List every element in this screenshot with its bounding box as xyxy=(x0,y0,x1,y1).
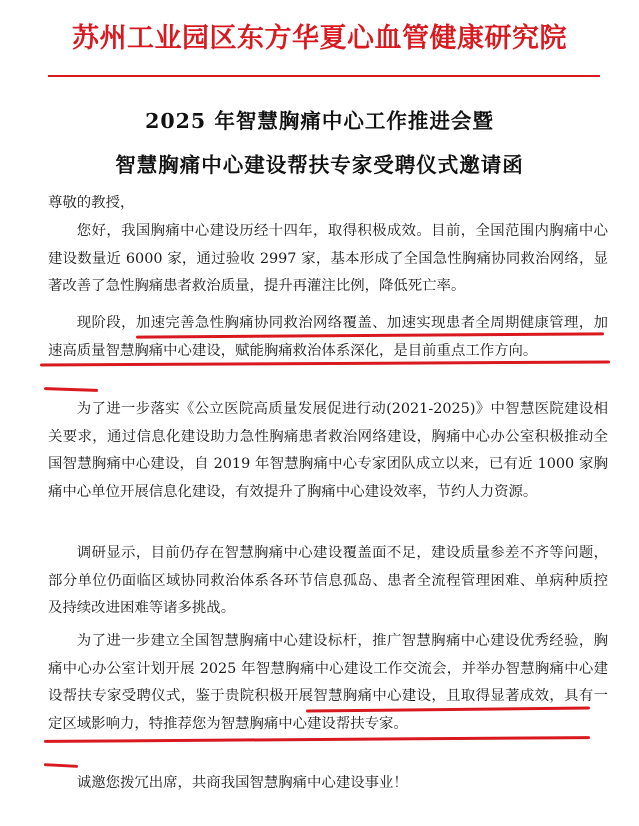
header-divider xyxy=(48,75,600,77)
underline-mark-p2-line3 xyxy=(44,387,98,392)
paragraph-2-highlight: 加速完善急性胸痛协同救治网络覆盖、加速实现患者全周期健康管理，加速高质量智慧胸痛中心建设，赋能胸痛救治体系深化，是目前重点工作方向。 xyxy=(48,315,608,359)
document-title-line-1: 2025 年智慧胸痛中心工作推进会暨 xyxy=(145,109,494,133)
salutation: 尊敬的教授， xyxy=(48,195,135,211)
document-title-line-2: 智慧胸痛中心建设帮扶专家受聘仪式邀请函 xyxy=(115,153,524,177)
paragraph-5-highlight: 鉴于贵院积极开展智慧胸痛中心建设，且取得显著成效，具有一定区域影响力，特推荐您为智慧胸痛中心建设帮扶专家。 xyxy=(48,688,608,732)
paragraph-3: 为了进一步落实《公立医院高质量发展促进行动(2021-2025)》中智慧医院建设相关要求，通过信息化建设助力急性胸痛患者救治网络建设，胸痛中心办公室积极推动全国智慧胸痛中心建设，自 2019 年智慧胸痛中心专家团队成立以来，已有近 1000 家胸痛中心单位开展信息化建设，有效提升了胸痛中心建设效率，节约人力资源。 xyxy=(48,401,608,500)
paragraph-4: 调研显示，目前仍存在智慧胸痛中心建设覆盖面不足，建设质量参差不齐等问题，部分单位仍面临区域协同救治体系各环节信息孤岛、患者全流程管理困难、单病种质控及持续改进困难等诸多挑战。 xyxy=(48,545,608,616)
paragraph-2 xyxy=(48,310,608,365)
underline-mark-p5-line3 xyxy=(44,763,78,768)
paragraph-5-lead: 为了进一步建立全国智慧胸痛中心建设标杆，推广智慧胸痛中心建设优秀经验，胸痛中心办公室计划开展 2025 年智慧胸痛中心建设工作交流会，并举办智慧胸痛中心建设帮扶专家受聘仪式， xyxy=(48,633,608,704)
paragraph-2-lead: 现阶段， xyxy=(76,315,136,331)
paragraph-1: 您好，我国胸痛中心建设历经十四年，取得积极成效。目前，全国范围内胸痛中心建设数量近 6000 家，通过验收 2997 家，基本形成了全国急性胸痛协同救治网络，显著改善了急性胸痛患者救治质量，提升再灌注比例，降低死亡率。 xyxy=(48,223,608,294)
paragraph-5 xyxy=(48,628,608,738)
paragraph-closing: 诚邀您拨冗出席，共商我国智慧胸痛中心建设事业！ xyxy=(76,775,408,791)
organization-header: 苏州工业园区东方华夏心血管健康研究院 xyxy=(72,23,567,54)
